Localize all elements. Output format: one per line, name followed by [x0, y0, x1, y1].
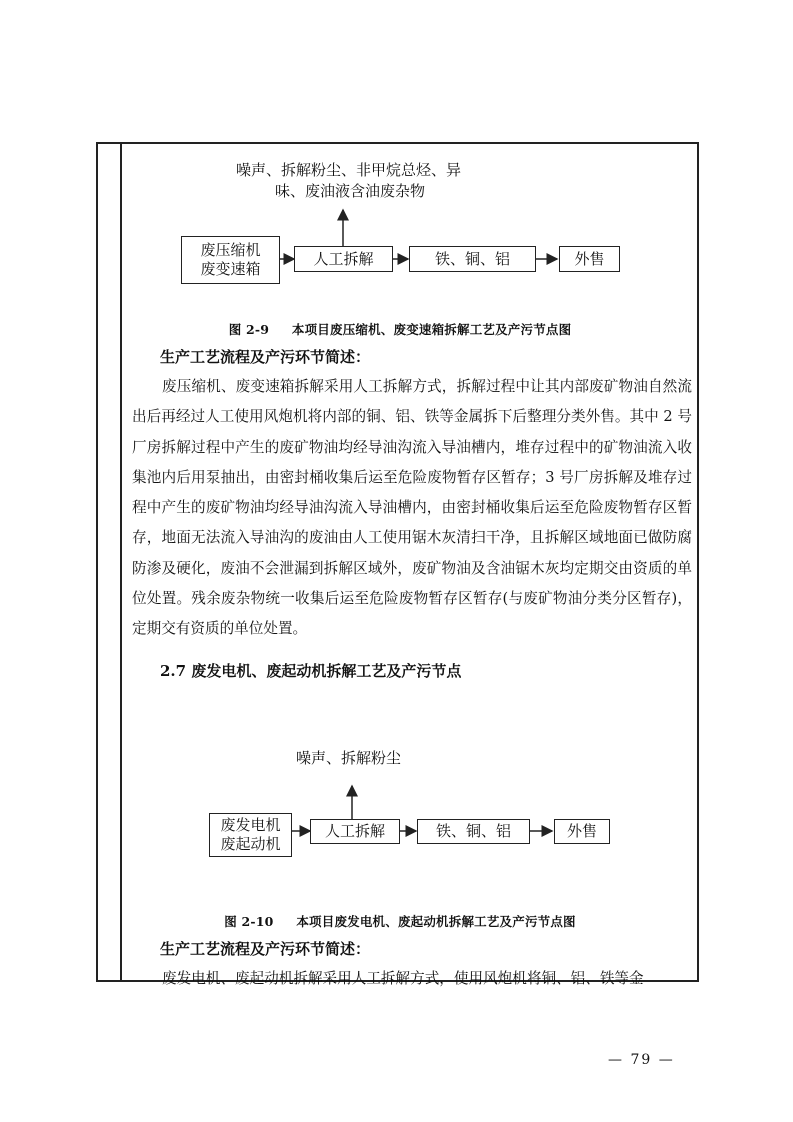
step-box-external-sale: 外售 [559, 246, 620, 272]
section-heading-process-summary-1: 生产工艺流程及产污环节简述： [160, 348, 371, 366]
step-box-external-sale-2: 外售 [554, 819, 610, 844]
section-heading-2-7: 2.7 废发电机、废起动机拆解工艺及产污节点 [160, 662, 462, 680]
paragraph-generator-starter-process: 废发电机、废起动机拆解采用人工拆解方式，使用风炮机将铜、铝、铁等金 [162, 970, 644, 987]
table-column-divider [120, 142, 122, 982]
page-number: — 79 — [608, 1052, 675, 1068]
step-box-manual-dismantle-2: 人工拆解 [310, 819, 400, 844]
input-box-generator-starter: 废发电机 废起动机 [209, 813, 292, 857]
paragraph-compressor-gearbox-process: 废压缩机、废变速箱拆解采用人工拆解方式，拆解过程中让其内部废矿物油自然流出后再经过人工使用风炮机将内部的铜、铝、铁等金属拆下后整理分类外售。其中 2 号厂房拆解过程中产生的废矿物油均经导油沟流入导油槽内，堆存过程中的矿物油流入收集池内后用泵抽出，由密封桶收集后运至危险废物暂存区暂存；3 号厂房拆解及堆存过程中产生的废矿物油均经导油沟流入导油槽内，由密封桶收集后运至危险废物暂存区暂存，地面无法流入导油沟的废油由人工使用锯木灰清扫干净，且拆解区域地面已做防腐防渗及硬化，废油不会泄漏到拆解区域外，废矿物油及含油锯木灰均定期交由资质的单位处置。残余废杂物统一收集后运至危险废物暂存区暂存(与废矿物油分类分区暂存)，定期交有资质的单位处置。 [132, 378, 692, 638]
figure-caption-2-9: 图 2-9 本项目废压缩机、废变速箱拆解工艺及产污节点图 [228, 322, 572, 337]
section-heading-process-summary-2: 生产工艺流程及产污环节简述： [160, 940, 371, 958]
pollution-text-2-9: 噪声、拆解粉尘、非甲烷总烃、异 味、废油液含油废杂物 [236, 161, 462, 200]
input-box-compressor-gearbox: 废压缩机 废变速箱 [181, 236, 280, 284]
figure-caption-2-10: 图 2-10 本项目废发电机、废起动机拆解工艺及产污节点图 [224, 914, 576, 929]
step-box-iron-copper-aluminum: 铁、铜、铝 [409, 246, 536, 272]
step-box-manual-dismantle: 人工拆解 [294, 246, 393, 272]
pollution-text-2-10: 噪声、拆解粉尘 [296, 749, 402, 767]
step-box-iron-copper-aluminum-2: 铁、铜、铝 [417, 819, 530, 844]
